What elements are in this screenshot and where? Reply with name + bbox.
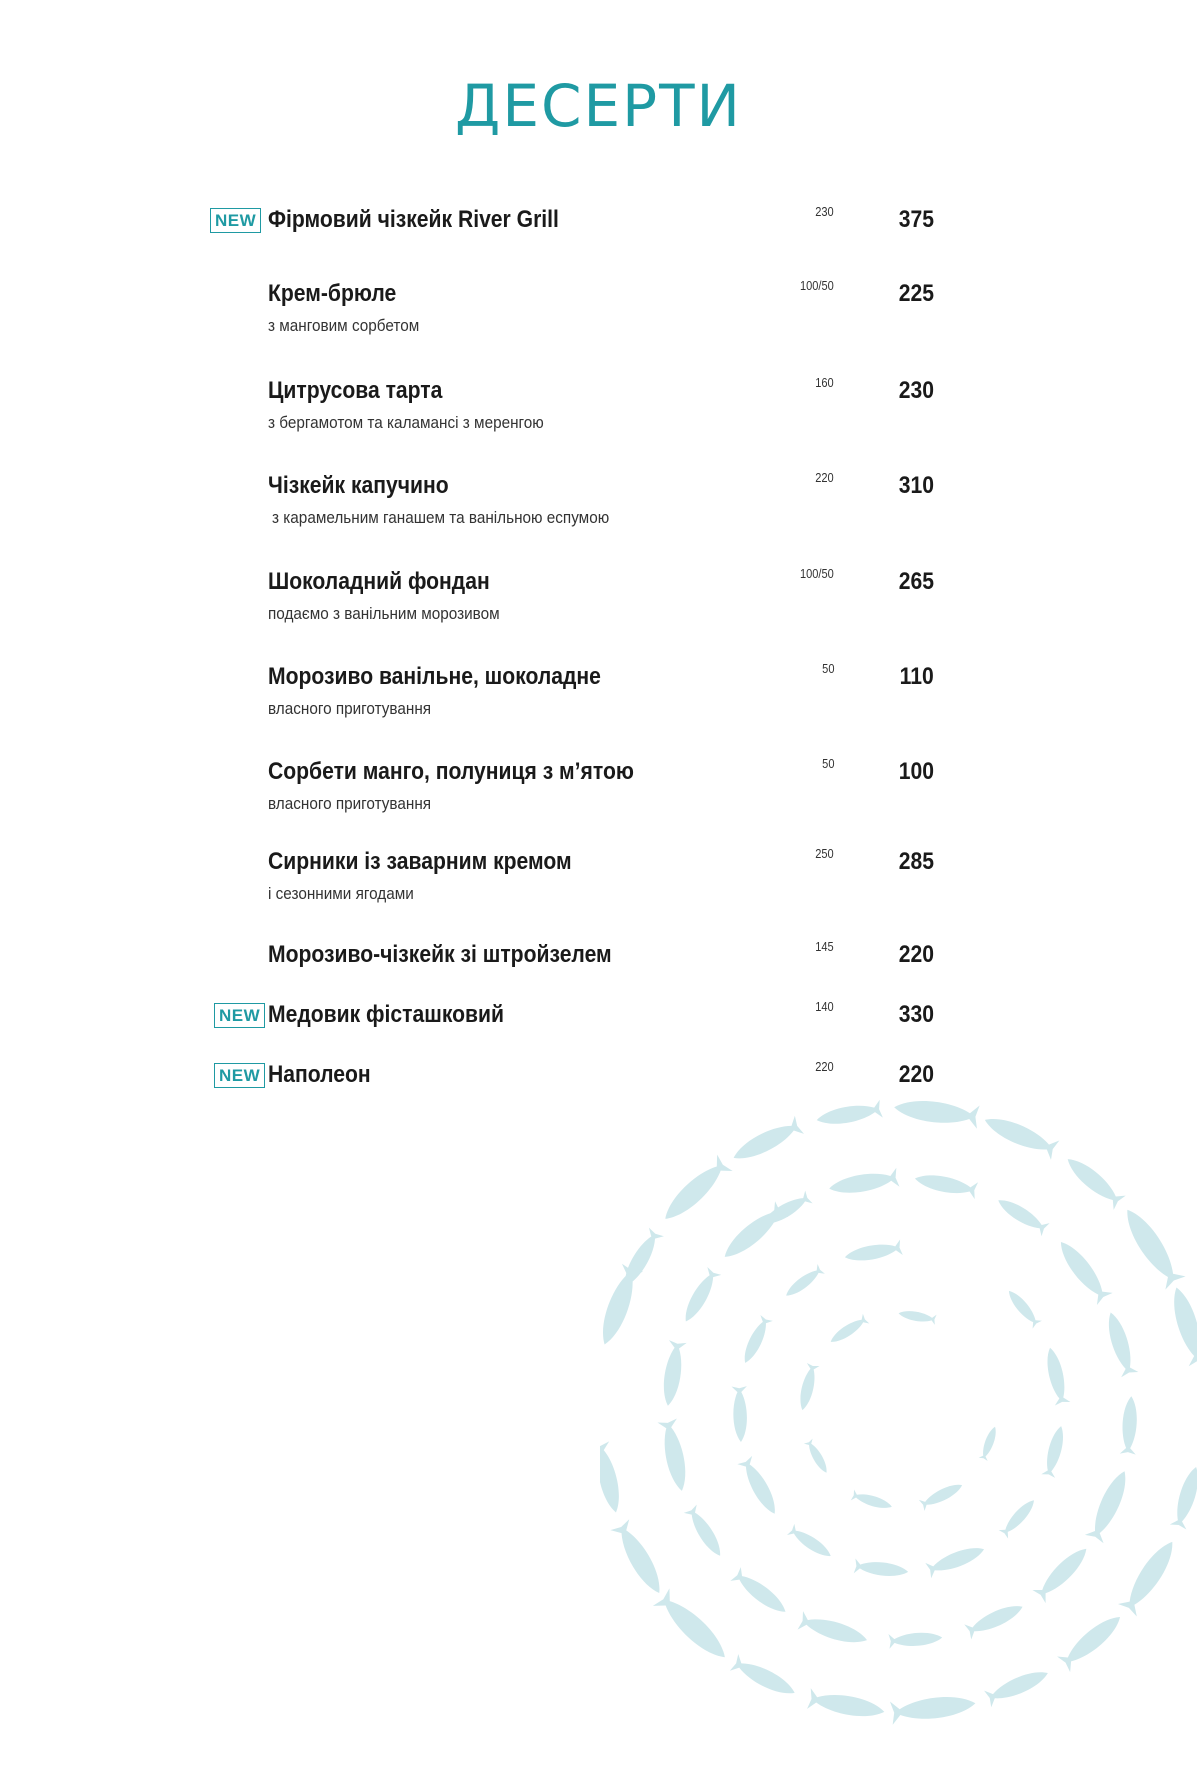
fish-icon	[610, 1519, 668, 1598]
fish-icon	[658, 1155, 733, 1228]
item-weight: 220	[815, 470, 834, 485]
item-description: власного приготування	[268, 699, 432, 718]
fish-icon	[1085, 1467, 1134, 1543]
fish-icon	[893, 1096, 980, 1129]
item-description: подаємо з ванільним морозивом	[268, 604, 500, 623]
item-price: 265	[898, 568, 934, 595]
new-badge: NEW	[210, 208, 261, 233]
item-weight: 140	[815, 999, 834, 1014]
fish-icon	[994, 1194, 1049, 1236]
item-name: Сирники із заварним кремом	[268, 848, 572, 875]
fish-icon	[739, 1315, 773, 1366]
item-price: 220	[898, 1061, 934, 1088]
fish-icon	[898, 1308, 937, 1325]
page-title: ДЕСЕРТИ	[455, 72, 742, 140]
fish-icon	[684, 1505, 727, 1560]
item-price: 330	[898, 1001, 934, 1028]
fish-icon	[851, 1489, 894, 1512]
item-description: і сезонними ягодами	[268, 884, 414, 903]
item-weight: 230	[815, 204, 834, 219]
item-name: Шоколадний фондан	[268, 568, 490, 595]
fish-icon	[782, 1264, 824, 1300]
fish-icon	[737, 1456, 782, 1518]
item-description: з манговим сорбетом	[268, 316, 420, 335]
item-weight: 145	[815, 939, 834, 954]
fish-school-icon	[600, 1090, 1197, 1791]
fish-icon	[804, 1439, 831, 1476]
fish-icon	[919, 1480, 965, 1511]
fish-icon	[729, 1116, 804, 1167]
item-description: з карамельним ганашем та ванільною еспумою	[272, 508, 610, 527]
item-price: 285	[898, 848, 934, 875]
fish-icon	[1004, 1287, 1042, 1329]
fish-icon	[1117, 1203, 1185, 1289]
fish-icon	[1057, 1609, 1126, 1672]
fish-icon	[828, 1314, 870, 1347]
item-weight: 100/50	[800, 566, 834, 581]
item-description: з бергамотом та каламансі з меренгою	[268, 413, 544, 432]
fish-icon	[600, 1441, 625, 1514]
fish-icon	[828, 1168, 900, 1198]
fish-icon	[1170, 1465, 1197, 1530]
item-name: Крем-брюле	[268, 280, 397, 307]
fish-icon	[1041, 1424, 1068, 1478]
fish-icon	[679, 1267, 721, 1325]
item-price: 225	[898, 280, 934, 307]
item-weight: 50	[821, 661, 834, 676]
fish-icon	[979, 1425, 1000, 1461]
fish-icon	[964, 1599, 1026, 1639]
item-price: 230	[898, 377, 934, 404]
item-weight: 220	[815, 1059, 834, 1074]
fish-icon	[981, 1110, 1060, 1160]
item-price: 100	[898, 758, 934, 785]
fish-icon	[730, 1567, 790, 1619]
fish-icon	[1042, 1346, 1070, 1405]
fish-icon	[657, 1418, 691, 1492]
item-price: 110	[899, 663, 934, 690]
fish-icon	[1102, 1310, 1138, 1377]
item-name: Сорбети манго, полуниця з м’ятою	[268, 758, 634, 785]
fish-icon	[925, 1542, 987, 1579]
fish-icon	[999, 1496, 1039, 1539]
fish-icon	[732, 1386, 749, 1442]
item-name: Цитрусова тарта	[268, 377, 443, 404]
fish-icon	[1118, 1536, 1182, 1617]
fish-icon	[787, 1524, 834, 1562]
fish-icon	[798, 1611, 870, 1649]
fish-icon	[718, 1201, 788, 1264]
item-weight: 50	[821, 756, 834, 771]
item-name: Морозиво ванільне, шоколадне	[268, 663, 601, 690]
fish-icon	[1062, 1152, 1126, 1210]
fish-icon	[815, 1100, 883, 1129]
fish-icon	[844, 1239, 903, 1265]
fish-icon	[653, 1588, 733, 1666]
item-name: Фірмовий чізкейк River Grill	[268, 206, 559, 233]
item-name: Наполеон	[268, 1061, 371, 1088]
item-name: Чізкейк капучино	[268, 472, 449, 499]
fish-icon	[888, 1630, 942, 1648]
fish-icon	[854, 1558, 909, 1579]
item-price: 220	[898, 941, 934, 968]
item-description: власного приготування	[268, 794, 432, 813]
fish-icon	[1120, 1396, 1140, 1455]
item-name: Морозиво-чізкейк зі штройзелем	[268, 941, 612, 968]
fish-icon	[730, 1654, 799, 1701]
fish-icon	[659, 1340, 687, 1407]
fish-icon	[913, 1170, 978, 1199]
item-weight: 250	[815, 846, 834, 861]
fish-icon	[796, 1363, 819, 1412]
fish-icon	[1053, 1236, 1113, 1305]
item-weight: 160	[815, 375, 834, 390]
fish-icon	[984, 1665, 1051, 1708]
fish-icon	[1166, 1284, 1197, 1366]
item-weight: 100/50	[800, 278, 834, 293]
fish-icon	[890, 1692, 977, 1725]
fish-icon	[807, 1688, 886, 1722]
item-price: 310	[898, 472, 934, 499]
item-name: Медовик фісташковий	[268, 1001, 504, 1028]
item-price: 375	[898, 206, 934, 233]
fish-icon	[1032, 1542, 1093, 1603]
new-badge: NEW	[214, 1003, 265, 1028]
new-badge: NEW	[214, 1063, 265, 1088]
